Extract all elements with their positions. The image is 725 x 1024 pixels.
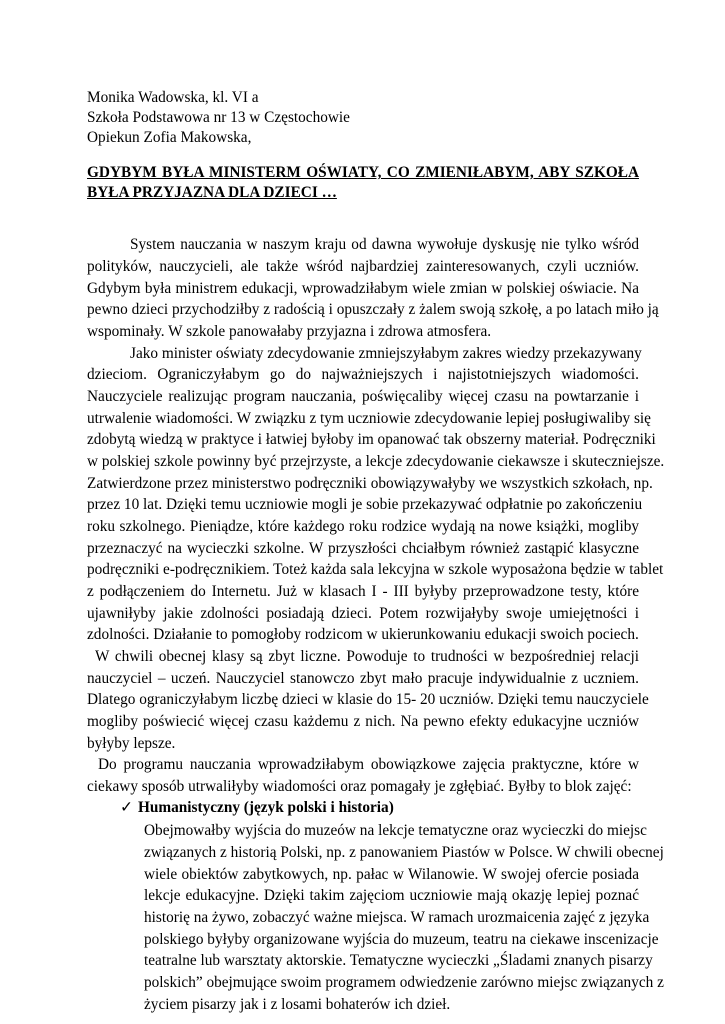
bullet-text-line: Obejmowałby wyjścia do muzeów na lekcje tematyczne oraz wycieczki do miejsc xyxy=(144,822,647,839)
bullet-text-line: życiem pisarzy jak i z losami bohaterów ich dzieł. xyxy=(144,996,451,1013)
paragraph-2-line: Nauczyciele realizując program nauczania, poświęcaliby więcej czasu na powtarzanie i xyxy=(87,388,639,405)
paragraph-2-line: z podłączeniem do Internetu. Już w klasach I - III byłyby przeprowadzone testy, które xyxy=(87,583,639,600)
paragraph-1-line: System nauczania w naszym kraju od dawna wywołuje dyskusję nie tylko wśród xyxy=(130,236,639,253)
bullet-text-line: związanych z historią Polski, np. z panowaniem Piastów w Polsce. W chwili obecnej xyxy=(144,844,664,861)
paragraph-2-line: ujawniłyby jakie zdolności posiadają dzieci. Potem rozwijałyby swoje umiejętności i xyxy=(87,605,639,622)
bullet-heading xyxy=(120,797,394,819)
tutor-line: Opiekun Zofia Makowska, xyxy=(87,129,252,146)
paragraph-2-line: przeznaczyć na wycieczki szkolne. W przyszłości chciałbym również zastąpić klasyczne xyxy=(87,540,639,557)
essay-title-line: BYŁA PRZYJAZNA DLA DZIECI … xyxy=(87,184,337,201)
paragraph-3-line: nauczyciel – uczeń. Nauczyciel stanowczo zbyt mało pracuje indywidualnie z uczniem. xyxy=(87,670,639,687)
bullet-text-line: polskich” obejmujące swoim programem odwiedzenie zarówno miejsc związanych z xyxy=(144,974,664,991)
paragraph-3-line: mogliby poświecić więcej czasu każdemu z nich. Na pewno efekty edukacyjne uczniów xyxy=(87,713,639,730)
paragraph-1-line: polityków, nauczycieli, ale także wśród najbardziej zainteresowanych, czyli uczniów. xyxy=(87,258,639,275)
paragraph-2-line: podręczniki e-podręcznikiem. Toteż każda sala lekcyjna w szkole wyposażona będzie w tablet xyxy=(87,561,664,578)
bullet-text-line: teatralne lub warsztaty aktorskie. Tematyczne wycieczki „Śladami znanych pisarzy xyxy=(144,952,653,969)
paragraph-1-line: pewno dzieci przychodziłby z radością i opuszczały z żalem swoją szkołę, a po latach miło ją xyxy=(87,301,659,318)
paragraph-2-line: w polskiej szkole powinny być przejrzyste, a lekcje zdecydowanie ciekawsze i skuteczniejsze. xyxy=(87,453,665,470)
paragraph-2-line: przez 10 lat. Dzięki temu uczniowie mogli je sobie przekazywać odpłatnie po zakończeniu xyxy=(87,496,643,513)
bullet-text-line: lekcje edukacyjne. Dzięki takim zajęciom uczniowie mają okazję lepiej poznać xyxy=(144,887,639,904)
paragraph-2-line: zdobytą wiedzą w praktyce i łatwiej byłoby im opanować tak obszerny materiał. Podręczniki xyxy=(87,431,656,448)
paragraph-3-line: Dlatego ograniczyłabym liczbę dzieci w klasie do 15- 20 uczniów. Dzięki temu nauczyciele xyxy=(87,691,649,708)
bullet-text-line: historię na żywo, zobaczyć ważne miejsca. W ramach urozmaicenia zajęć z języka xyxy=(144,909,650,926)
bullet-heading-label: Humanistyczny (język polski i historia) xyxy=(138,799,394,816)
school-line: Szkoła Podstawowa nr 13 w Częstochowie xyxy=(87,109,350,126)
paragraph-2-line: dzieciom. Ograniczyłabym go do najważniejszych i najistotniejszych wiadomości. xyxy=(87,366,639,383)
author-line: Monika Wadowska, kl. VI a xyxy=(87,89,259,106)
paragraph-2-line: Zatwierdzone przez ministerstwo podręczniki obowiązywałyby we wszystkich szkołach, np. xyxy=(87,475,653,492)
bullet-text-line: polskiego byłyby organizowane wyjścia do muzeum, teatru na ciekawe inscenizacje xyxy=(144,931,659,948)
paragraph-4-line: ciekawy sposób utrwaliłyby wiadomości oraz pomagały je zgłębiać. Byłby to blok zajęć: xyxy=(87,778,632,795)
paragraph-2-line: zdolności. Działanie to pomogłoby rodzicom w ukierunkowaniu edukacji swoich pociech. xyxy=(87,626,639,643)
bullet-text-line: wiele obiektów zabytkowych, np. pałac w Wilanowie. W swojej ofercie posiada xyxy=(144,866,639,883)
paragraph-3-line: byłyby lepsze. xyxy=(87,735,176,752)
paragraph-4-line: Do programu nauczania wprowadziłabym obowiązkowe zajęcia praktyczne, które w xyxy=(98,756,639,773)
check-icon: ✓ xyxy=(120,799,133,816)
paragraph-1-line: Gdybym była ministrem edukacji, wprowadziłabym wiele zmian w polskiej oświacie. Na xyxy=(87,280,639,297)
paragraph-2-line: roku szkolnego. Pieniądze, które każdego roku rodzice wydają na nowe książki, mogliby xyxy=(87,518,639,535)
paragraph-1-line: wspominały. W szkole panowałaby przyjazna i zdrowa atmosfera. xyxy=(87,323,492,340)
paragraph-3-line: W chwili obecnej klasy są zbyt liczne. Powoduje to trudności w bezpośredniej relacji xyxy=(95,648,639,665)
paragraph-2-line: utrwalenie wiadomości. W związku z tym uczniowie zdecydowanie lepiej posługiwaliby się xyxy=(87,410,651,427)
paragraph-2-line: Jako minister oświaty zdecydowanie zmniejszyłabym zakres wiedzy przekazywany xyxy=(130,345,642,362)
essay-title-line: GDYBYM BYŁA MINISTERM OŚWIATY, CO ZMIENIŁABYM, ABY SZKOŁA xyxy=(87,164,639,181)
